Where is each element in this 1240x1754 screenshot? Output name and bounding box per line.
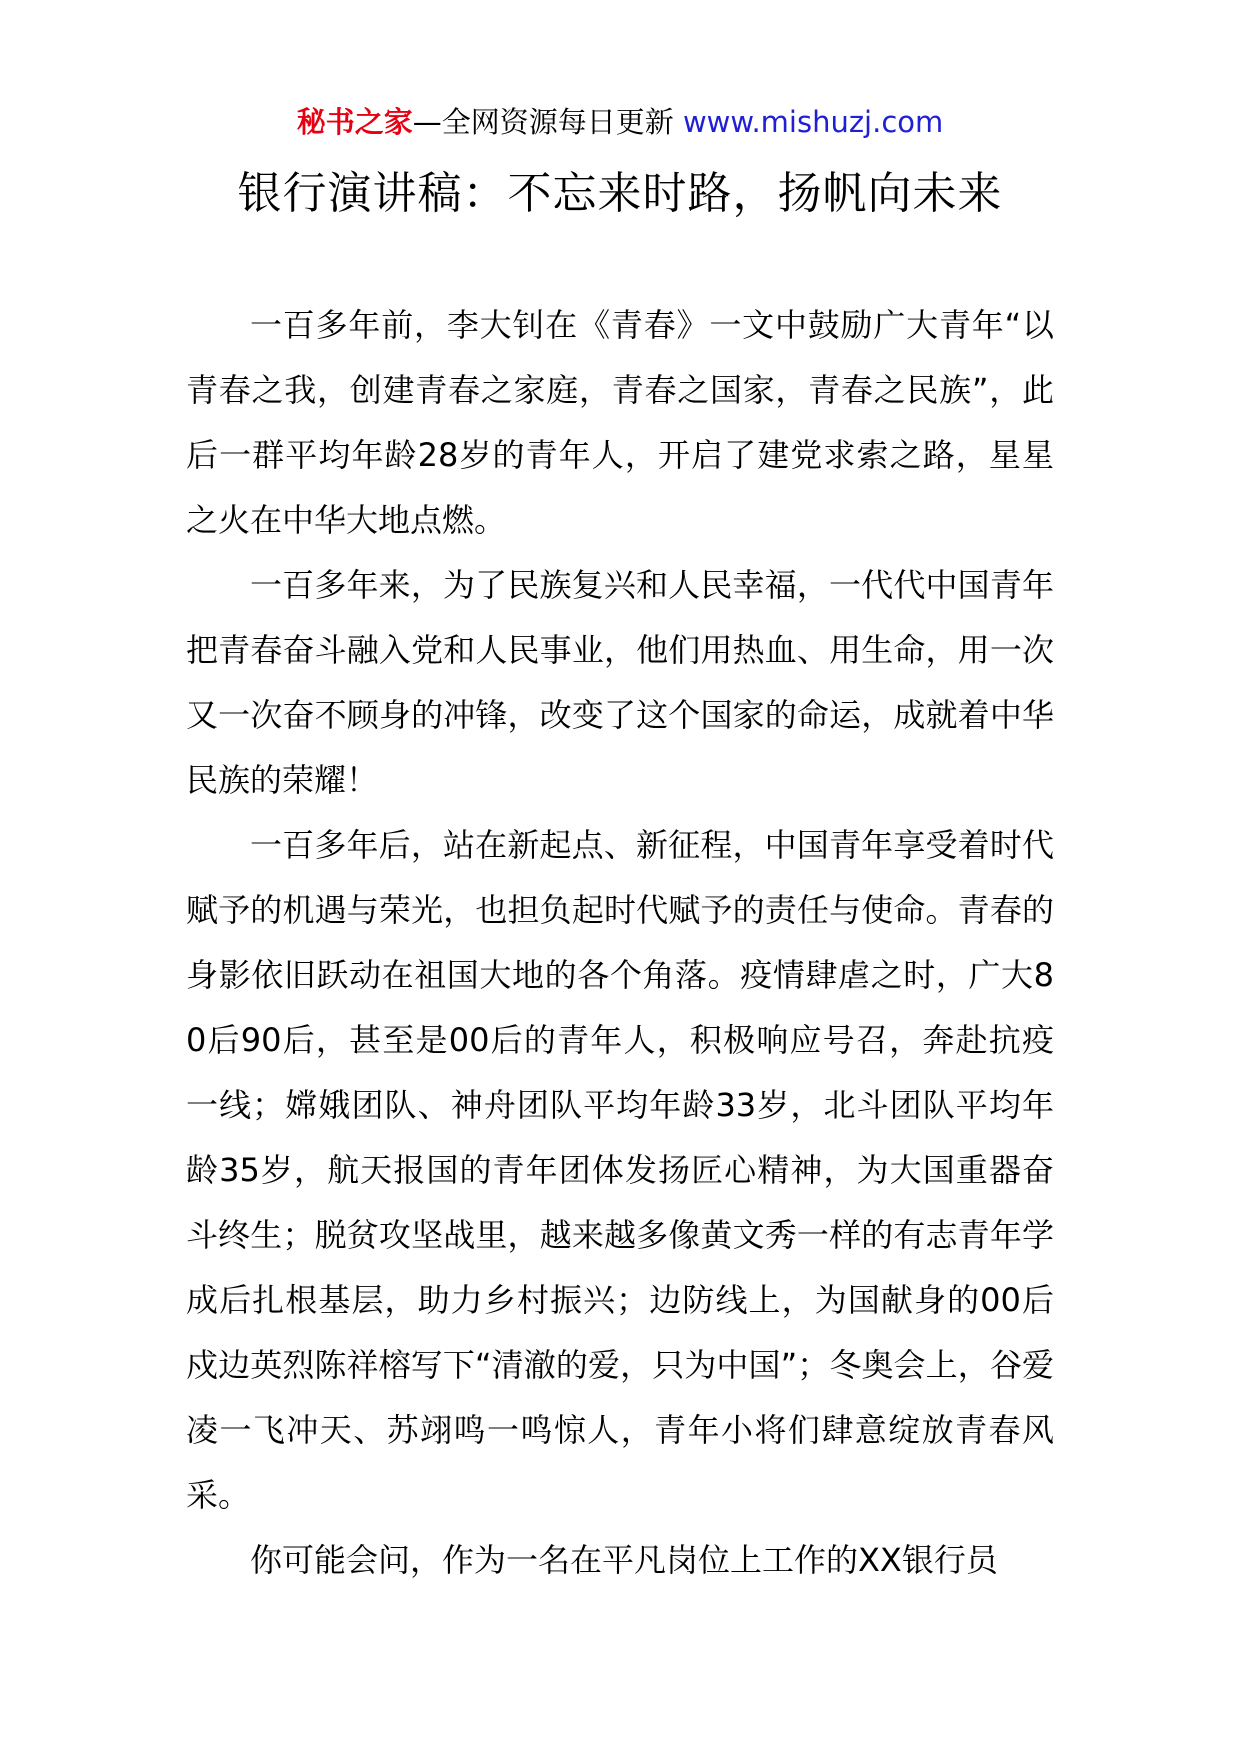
document-title: 银行演讲稿：不忘来时路，扬帆向未来: [237, 168, 1003, 219]
site-header: [0, 100, 1240, 144]
brand-name: 秘书之家: [296, 105, 413, 139]
site-url-link[interactable]: www.mishuzj.com: [682, 105, 944, 139]
header-tagline: —全网资源每日更新: [412, 105, 683, 139]
paragraph: 你可能会问，作为一名在平凡岗位上工作的XX银行员: [250, 1541, 998, 1579]
paragraph: 一百多年前，李大钊在《青春》一文中鼓励广大青年“以青春之我，创建青春之家庭，青春之国家，青春之民族”，此后一群平均年龄28岁的青年人，开启了建党求索之路，星星之火在中华大地点燃。: [186, 306, 1054, 539]
paragraph: 一百多年后，站在新起点、新征程，中国青年享受着时代赋予的机遇与荣光，也担负起时代赋予的责任与使命。青春的身影依旧跃动在祖国大地的各个角落。疫情肆虐之时，广大80后90后，甚至是00后的青年人，积极响应号召，奔赴抗疫一线；嫦娥团队、神舟团队平均年龄33岁，北斗团队平均年龄35岁，航天报国的青年团体发扬匠心精神，为大国重器奋斗终生；脱贫攻坚战里，越来越多像黄文秀一样的有志青年学成后扎根基层，助力乡村振兴；边防线上，为国献身的00后戍边英烈陈祥榕写下“清澈的爱，只为中国”；冬奥会上，谷爱凌一飞冲天、苏翊鸣一鸣惊人，青年小将们肆意绽放青春风采。: [186, 826, 1054, 1514]
document-body: [186, 293, 1054, 1593]
paragraph: 一百多年来，为了民族复兴和人民幸福，一代代中国青年把青春奋斗融入党和人民事业，他们用热血、用生命，用一次又一次奋不顾身的冲锋，改变了这个国家的命运，成就着中华民族的荣耀！: [186, 566, 1054, 799]
